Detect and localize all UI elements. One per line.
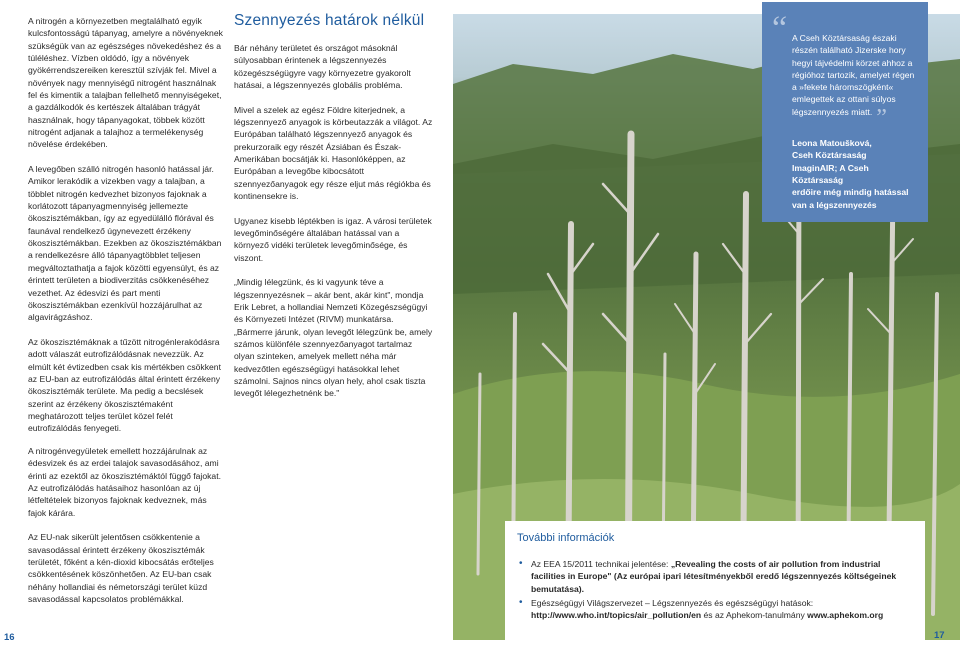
report-title: „Revealing the costs of air pollution from industrial facilities in Europe" (Az európai ipari létesítményekből eredő légszennyezés költségeinek bemutatása). (531, 559, 897, 594)
attribution-line: ImaginAIR; A Cseh Köztársaság (792, 162, 869, 185)
page-number-left: 16 (0, 630, 22, 653)
aphekom-link[interactable]: www.aphekom.org (807, 610, 884, 621)
paragraph: A nitrogén a környezetben megtalálható egyik kulcsfontosságú tápanyag, amelyre a növényeknek szükségük van az egészséges növekedéshez és a túléléshez. Vízben oldódó, így a növények gyökérrendszereiken keresztül szívják fel. Mivel a növények nagy mennyiségű nitrogént használnak fel és kimentik a talajban fellelhető mennyiségeket, a gazdálkodók és kertészek általában trágyát használnak, hogy tápanyagokat, többek között nitrogént adjanak a talajhoz a termelékenység növelése érdekében. (28, 16, 223, 150)
more-info-box (505, 521, 925, 640)
quote-text: A Cseh Köztársaság északi részén található Jizerske hory hegyi tájvédelmi körzet ahhoz a régióhoz tartozik, amelyet régen a »fekete háromszögként« emlegettek az ottani súlyos légszennyezés miatt. ” (792, 33, 915, 131)
attribution-line: van a légszennyezés (792, 199, 877, 210)
list-item: • Egészségügyi Világszervezet – Légszennyezés és egészségügyi hatások: http://www.who.int/topics/air_pollution/en és az Aphekom-tanulmány www.aphekom.org (517, 597, 913, 622)
left-column-top (28, 15, 226, 447)
paragraph: „Mindig lélegzünk, és ki vagyunk téve a légszennyezésnek – akár bent, akár kint", mondja Erik Lebret, a hollandiai Nemzeti Közegészségügyi és Környezeti Intézet (RIVM) munkatársa. „Bármerre járunk, olyan levegőt lélegzünk be, amely számos különféle szennyezőanyagot tartalmaz olyan szinteken, amelyek mellett néha már kedvezőtlen egészségügyi hatásokkal lehet számolni. Sajnos nincs olyan hely, ahol csak tiszta levegőt lélegezhetnénk be." (234, 277, 433, 399)
open-quote-icon: “ (772, 10, 788, 47)
quote-box (762, 2, 928, 222)
quote-attribution (792, 137, 918, 211)
paragraph: Ugyanez kisebb léptékben is igaz. A városi területek levegőminőségére általában hatással van a környező vidéki területek levegőminősége, és viszont. (234, 215, 432, 263)
paragraph: Az EU-nak sikerült jelentősen csökkentenie a savasodással érintett érzékeny ökoszisztémák területét, főként a kén-dioxid kibocsátás erőteljes csökkentésének köszönhetően. Az EU-ban csak néhány hollandiai és németországi terület küzd savasodással kapcsolatos problémákkal. (28, 532, 214, 605)
who-link[interactable]: http://www.who.int/topics/air_pollution/en (531, 610, 702, 621)
paragraph: Az ökoszisztémáknak a tűzött nitrogénlerakódásra adott válaszát eutrofizálódásnak nevezzük. Az elmúlt két évtizedben csak kis mértékben csökkent az EU-ban az eutrofizálódás által érintett érzékeny ökoszisztémák területe. Ma pedig a becslések szerint az érzékeny ökoszisztémaként meghatározott teljes terület közel felét eutrofizálódás fenyegeti. (28, 336, 221, 434)
info-list (517, 558, 913, 621)
attribution-line: erdőire még mindig hatással (792, 187, 909, 198)
close-quote-icon: ” (876, 104, 887, 131)
attribution-line: Leona Matoušková, (792, 138, 872, 149)
page-number-right: 17 (934, 630, 945, 641)
list-item: • Az EEA 15/2011 technikai jelentése: „Revealing the costs of air pollution from industrial facilities in Europe" (Az európai ipari létesítményekből eredő légszennyezés költségeinek bemutatása). (517, 558, 913, 595)
paragraph: A levegőben szálló nitrogén hasonló hatással jár. Amikor lerakódik a vizekben vagy a talajban, a többlet nitrogén kedvezhet bizonyos fajoknak a korlátozott tápanyagmennyiség jellemezte ökoszisztémákban, így az egyedülálló flórával és faunával rendelkező úgynevezett érzékeny ökoszisztémákban. Ezekben az ökoszisztémákban a rendelkezésre álló tápanyagtöbblet teljesen megváltoztathatja a fajok közötti egyensúlyt, és az érintett területen a biodiverzitás csökkenéséhez vezethet. Az édesvizi és part menti ökoszisztémákban ezenkívül hozzájárulhat az algavirágzáshoz. (28, 164, 222, 323)
attribution-line: Cseh Köztársaság (792, 150, 867, 161)
middle-column (234, 12, 434, 412)
left-column-bottom (28, 445, 226, 618)
paragraph: Mivel a szelek az egész Földre kiterjednek, a légszennyező anyagok is körbeutazzák a világot. Az Európában található légszennyező anyagok és prekurzoraik egy részét Ázsiában és Észak-Amerikában bocsátják ki. Hasonlóképpen, az Európában a levegőbe kibocsátott szennyezőanyagok egy része eljut más régiókba és kontinensekre is. (234, 104, 433, 202)
paragraph: Bár néhány területet és országot másoknál súlyosabban érintenek a légszennyezés közegészségügyre vagy környezetre gyakorolt hatásai, a légszennyezés globális probléma. (234, 43, 411, 91)
left-margin (0, 0, 22, 653)
paragraph: A nitrogénvegyületek emellett hozzájárulnak az édesvizek és az erdei talajok savasodásához, ami érinti az ezektől az ökoszisztémáktól függő fajokat. Az eutrofizálódás hatásaihoz hasonlóan az új létfeltételek bizonyos fajoknak kedveznek, más fajok kárára. (28, 446, 221, 518)
section-heading: Szennyezés határok nélkül (234, 12, 425, 29)
info-box-title: További információk (517, 532, 615, 544)
